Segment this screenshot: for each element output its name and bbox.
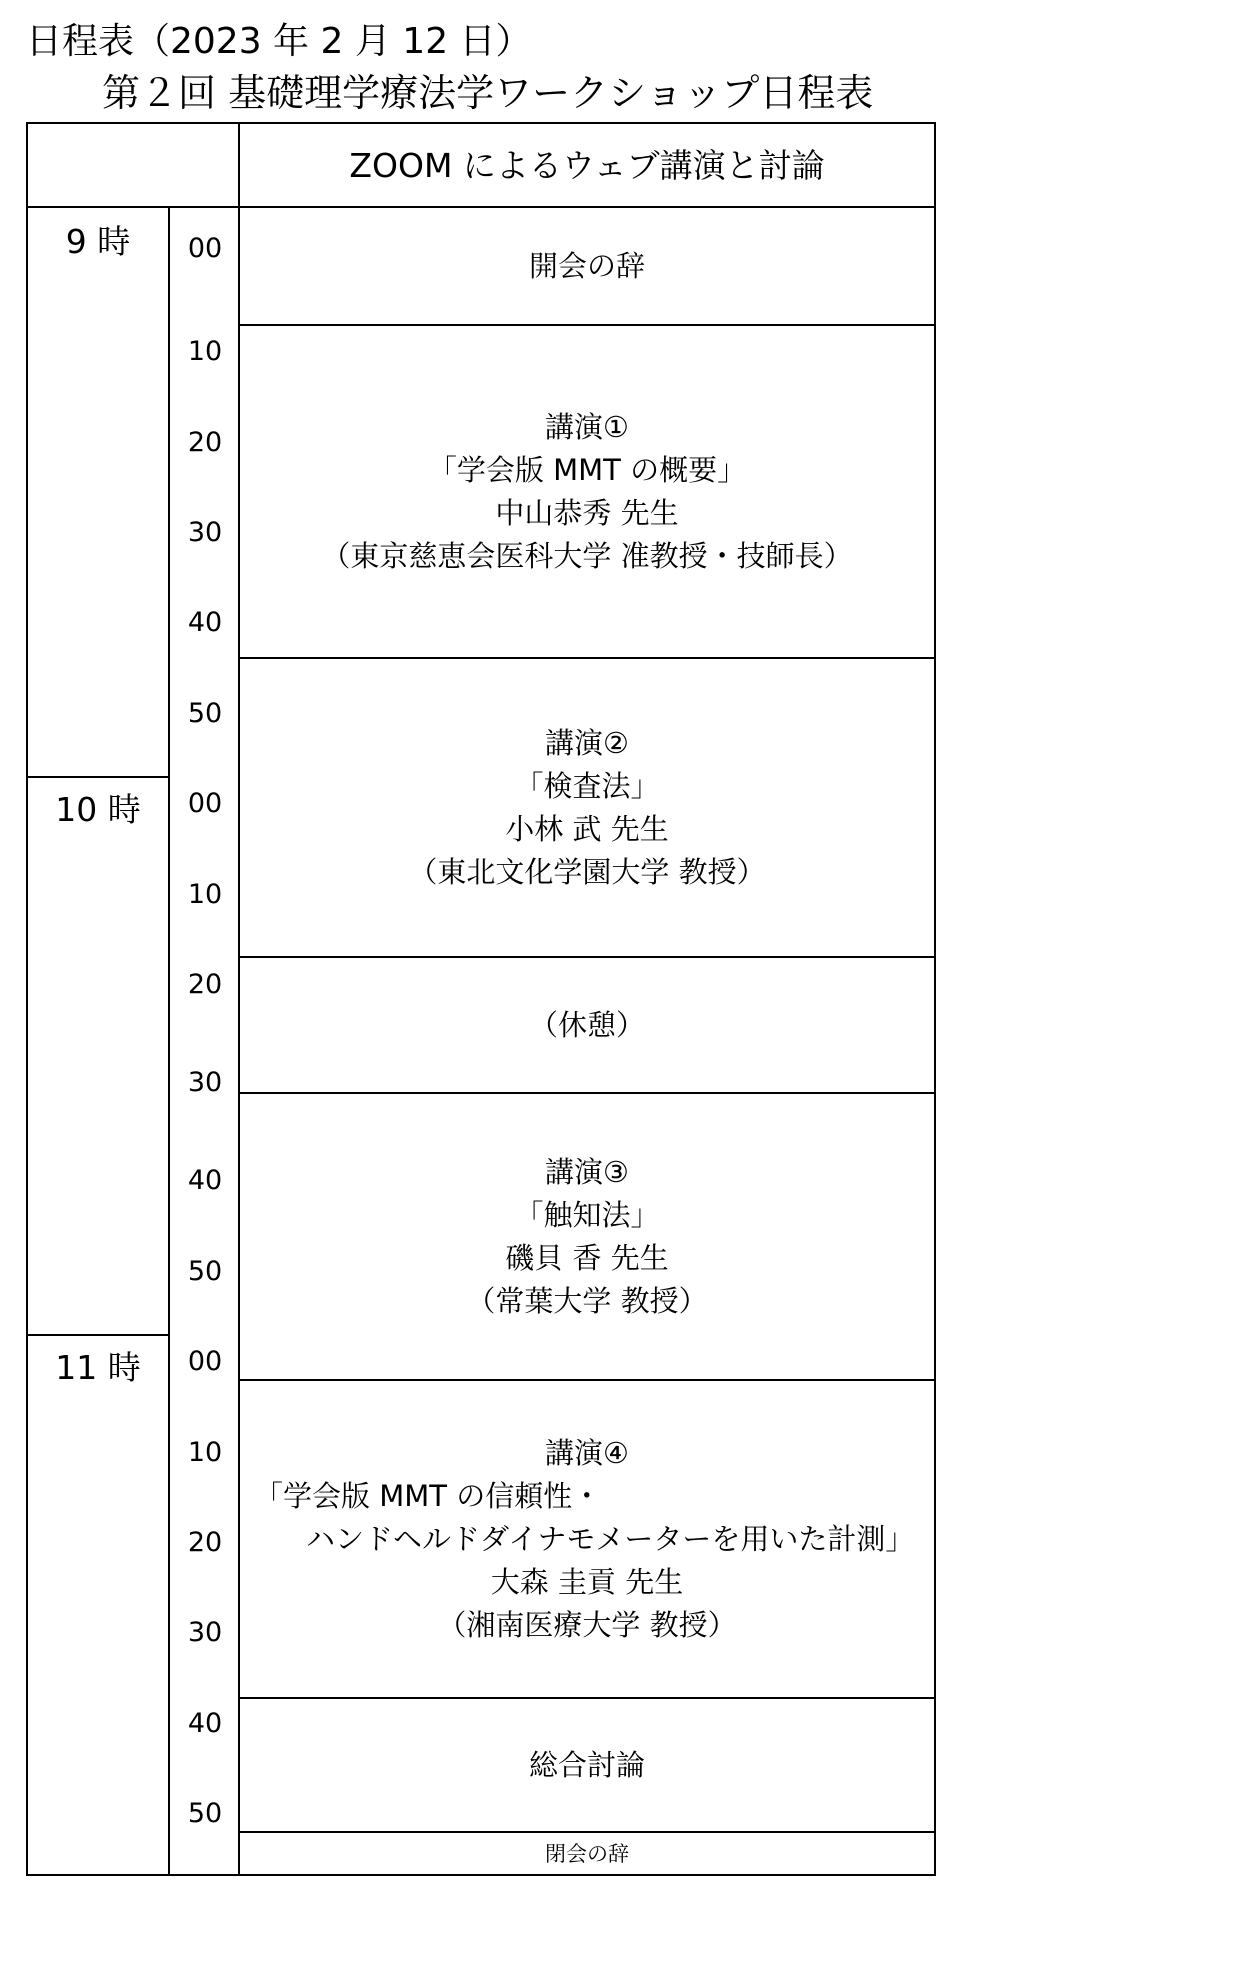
session-line: 閉会の辞 bbox=[545, 1841, 629, 1866]
session-line: ハンドヘルドダイナモメーターを用いた計測」 bbox=[306, 1521, 915, 1556]
session-line: （東北文化学園大学 教授） bbox=[408, 854, 766, 889]
session-line: 「検査法」 bbox=[514, 768, 660, 803]
minute-label: 00 bbox=[187, 233, 223, 264]
session-break bbox=[240, 958, 934, 1092]
minute-label: 40 bbox=[187, 607, 223, 638]
session-line: 「学会版 MMT の信頼性・ bbox=[254, 1478, 602, 1513]
document-title: 日程表（2023 年 2 月 12 日） bbox=[26, 21, 532, 62]
session-lecture-1 bbox=[240, 326, 934, 657]
session-line: 「学会版 MMT の概要」 bbox=[427, 452, 747, 487]
table-border-right bbox=[934, 122, 936, 1876]
hour-divider-11 bbox=[26, 1334, 170, 1336]
session-line: 講演③ bbox=[545, 1154, 629, 1189]
session-opening bbox=[240, 208, 934, 324]
table-header: ZOOM によるウェブ講演と討論 bbox=[349, 145, 825, 185]
minute-label: 10 bbox=[187, 1437, 223, 1468]
session-line: 大森 圭貢 先生 bbox=[490, 1564, 684, 1599]
session-line: （湘南医療大学 教授） bbox=[437, 1607, 737, 1642]
session-lecture-4 bbox=[240, 1381, 934, 1697]
session-line: 中山恭秀 先生 bbox=[495, 495, 679, 530]
session-closing bbox=[240, 1833, 934, 1874]
session-line: 講演① bbox=[545, 409, 629, 444]
session-lecture-3 bbox=[240, 1094, 934, 1379]
session-line: 総合討論 bbox=[528, 1747, 645, 1782]
minute-label: 20 bbox=[187, 1527, 223, 1558]
session-line: （東京慈恵会医科大学 准教授・技師長） bbox=[321, 538, 853, 573]
minute-label: 30 bbox=[187, 517, 223, 548]
table-border-left bbox=[26, 122, 28, 1876]
session-lecture-2 bbox=[240, 659, 934, 956]
minute-label: 50 bbox=[187, 698, 223, 729]
session-line: 開会の辞 bbox=[528, 248, 645, 283]
minute-label: 10 bbox=[187, 879, 223, 910]
minute-label: 50 bbox=[187, 1256, 223, 1287]
minute-label: 30 bbox=[187, 1617, 223, 1648]
minute-label: 00 bbox=[187, 788, 223, 819]
minute-label: 20 bbox=[187, 427, 223, 458]
session-line: 小林 武 先生 bbox=[505, 811, 669, 846]
minute-label: 30 bbox=[187, 1067, 223, 1098]
table-border-bottom bbox=[26, 1874, 936, 1876]
session-line: 「触知法」 bbox=[514, 1197, 660, 1232]
session-line: （休憩） bbox=[528, 1007, 645, 1042]
hour-divider-10 bbox=[26, 776, 170, 778]
minute-label: 20 bbox=[187, 969, 223, 1000]
session-line: 講演④ bbox=[545, 1435, 629, 1470]
session-general-discussion bbox=[240, 1699, 934, 1831]
minute-label: 40 bbox=[187, 1165, 223, 1196]
minute-label: 00 bbox=[187, 1346, 223, 1377]
hour-label: 11 時 bbox=[55, 1348, 141, 1387]
minute-label: 50 bbox=[187, 1798, 223, 1829]
minute-label: 40 bbox=[187, 1708, 223, 1739]
minute-label: 10 bbox=[187, 336, 223, 367]
document-subtitle: 第２回 基礎理学療法学ワークショップ日程表 bbox=[102, 71, 874, 115]
session-line: （常葉大学 教授） bbox=[466, 1283, 708, 1318]
hour-label: 9 時 bbox=[65, 222, 131, 261]
session-line: 磯貝 香 先生 bbox=[505, 1240, 669, 1275]
hour-label: 10 時 bbox=[55, 790, 141, 829]
session-line: 講演② bbox=[545, 725, 629, 760]
